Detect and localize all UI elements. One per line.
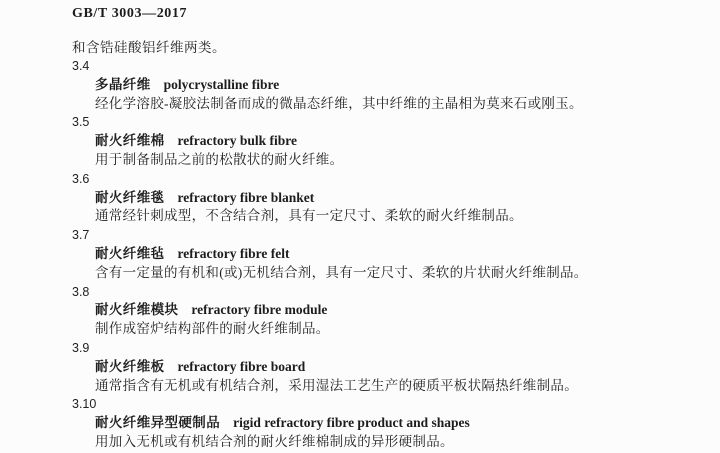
- clause-number: 3.6: [72, 171, 90, 186]
- term-zh: 耐火纤维板: [95, 358, 165, 374]
- term-en: refractory fibre board: [177, 358, 306, 374]
- clause-definition: 制作成窑炉结构部件的耐火纤维制品。: [95, 321, 330, 337]
- term-line: [72, 132, 690, 151]
- term-en: refractory bulk fibre: [177, 133, 297, 149]
- clause-definition: 含有一定量的有机和(或)无机结合剂，具有一定尺寸、柔软的片状耐火纤维制品。: [95, 264, 588, 280]
- clause-definition: 通常经针刺成型，不含结合剂，具有一定尺寸、柔软的耐火纤维制品。: [95, 208, 523, 224]
- term-line: [72, 414, 690, 433]
- term-en: refractory fibre blanket: [177, 189, 315, 205]
- term-zh: 耐火纤维异型硬制品: [95, 415, 221, 431]
- term-line: [72, 245, 690, 264]
- term-line: [72, 76, 690, 95]
- term-en: polycrystalline fibre: [163, 76, 280, 92]
- clause-3-4: [72, 57, 690, 113]
- term-en: rigid refractory fibre product and shapes: [233, 415, 470, 431]
- intro-text-line: 和含锆硅酸铝纤维两类。: [72, 40, 226, 55]
- clause-number: 3.10: [72, 397, 97, 412]
- clause-definition: 用于制备制品之前的松散状的耐火纤维。: [95, 151, 344, 167]
- term-en: refractory fibre module: [191, 302, 328, 318]
- clause-3-6: [72, 170, 690, 226]
- clause-number: 3.9: [72, 340, 90, 355]
- clause-3-10: [72, 395, 690, 451]
- clause-3-5: [72, 113, 690, 169]
- term-line: [72, 358, 690, 377]
- term-zh: 耐火纤维毯: [95, 189, 165, 205]
- clause-3-9: [72, 339, 690, 395]
- clause-definition: 通常指含有无机或有机结合剂，采用湿法工艺生产的硬质平板状隔热纤维制品。: [95, 377, 578, 393]
- clause-number: 3.5: [72, 115, 90, 130]
- clause-definition: 经化学溶胶-凝胶法制备而成的微晶态纤维，其中纤维的主晶相为莫来石或刚玉。: [95, 95, 583, 111]
- term-zh: 耐火纤维毡: [95, 245, 165, 261]
- clause-number: 3.8: [72, 284, 90, 299]
- clause-definition: 用加入无机或有机结合剂的耐火纤维棉制成的异形硬制品。: [95, 433, 454, 449]
- clause-3-7: [72, 226, 690, 282]
- term-line: [72, 189, 690, 208]
- term-en: refractory fibre felt: [177, 245, 290, 261]
- clause-3-8: [72, 283, 690, 339]
- term-zh: 多晶纤维: [95, 76, 151, 92]
- term-zh: 耐火纤维棉: [95, 133, 165, 149]
- term-zh: 耐火纤维模块: [95, 302, 179, 318]
- clause-number: 3.4: [72, 59, 90, 73]
- term-line: [72, 301, 690, 320]
- clause-number: 3.7: [72, 228, 90, 243]
- standard-number: GB/T 3003—2017: [72, 6, 188, 21]
